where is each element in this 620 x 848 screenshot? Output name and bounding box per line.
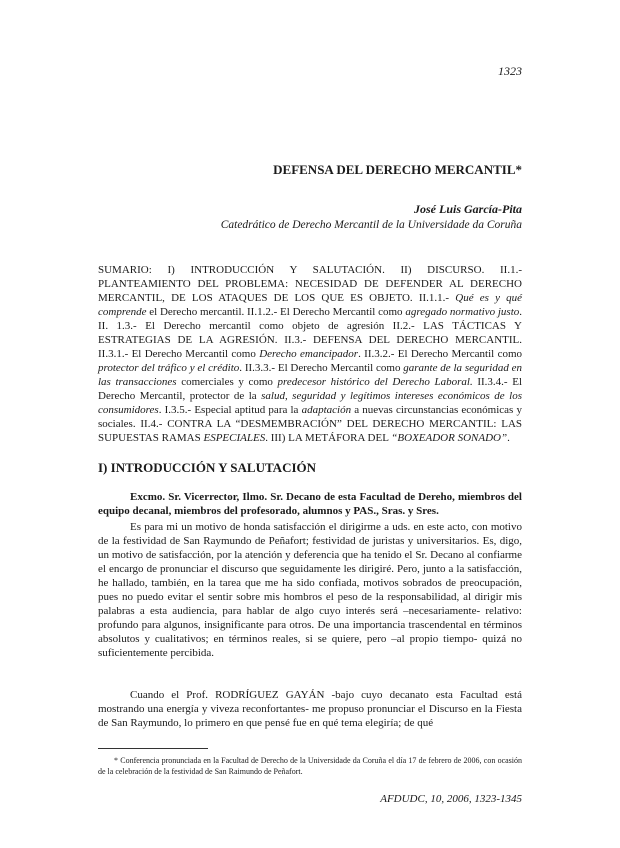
page-number: 1323 <box>498 64 522 78</box>
body-paragraph-2: Cuando el Prof. RODRÍGUEZ GAYÁN -bajo cuyo decanato esta Facultad está mostrando una energía y viveza reconfortantes- me propuso pronunciar el Discurso en la Fiesta de San Raymundo, lo primero en que pensé fue en qué tema elegiría; de qué <box>98 689 522 729</box>
summary-block <box>98 263 522 445</box>
summary-text: . II.3.2.- El Derecho Mercantil como <box>358 348 523 360</box>
footnote: * Conferencia pronunciada en la Facultad de Derecho de la Universidade da Coruña el día 17 de febrero de 2006, con ocasión de la celebración de la festividad de San Raimundo de Peñafort. <box>98 756 522 776</box>
summary-italic: garante de la seguridad en las transacciones <box>98 362 522 388</box>
summary-italic: salud, seguridad y legítimos intereses económicos de los consumidores <box>98 390 522 416</box>
summary-italic: protector del tráfico y el crédito <box>98 362 240 374</box>
summary-italic: adaptación <box>301 404 352 416</box>
greeting-paragraph: Excmo. Sr. Vicerrector, Ilmo. Sr. Decano de esta Facultad de Dereho, miembros del equipo decanal, miembros del profesorado, alumnos y PAS., Sras. y Sres. <box>98 491 522 517</box>
journal-reference: AFDUDC, 10, 2006, 1323-1345 <box>380 793 522 805</box>
summary-italic: Qué es y qué comprende <box>98 292 522 318</box>
summary-text: . II. 1.3.- El Derecho mercantil como objeto de agresión II.2.- LAS TÁCTICAS Y ESTRATEGIAS DE LA AGRESIÓN. II.3.- DEFENSA DEL DERECHO MERCANTIL. II.3.1.- El Derecho Mercantil como <box>98 306 522 360</box>
summary-text: comerciales y como <box>176 376 278 388</box>
section-heading: I) INTRODUCCIÓN Y SALUTACIÓN <box>98 460 317 475</box>
footnote-divider <box>98 748 208 749</box>
summary-italic: agregado normativo justo <box>405 306 520 318</box>
summary-text: II.3.4.- El Derecho Mercantil, protector de la <box>98 376 522 402</box>
article-title: DEFENSA DEL DERECHO MERCANTIL* <box>273 162 522 177</box>
summary-italic: ESPECIALES <box>203 432 266 444</box>
summary-text: a nuevas circunstancias económicas y sociales. II.4.- CONTRA LA “DESMEMBRACIÓN” DEL DERECHO MERCANTIL: LAS SUPUESTAS RAMAS <box>98 404 522 444</box>
summary-text: . III) LA METÁFORA DEL <box>265 432 392 444</box>
summary-text: . II.3.3.- El Derecho Mercantil como <box>239 362 404 374</box>
summary-italic: Derecho emancipador <box>259 348 359 360</box>
summary-text: . <box>507 432 510 444</box>
body-paragraph-1: Es para mi un motivo de honda satisfacción el dirigirme a uds. en este acto, con motivo de la festividad de San Raymundo de Peñafort; festividad de juristas y universitarios. Es, digo, un motivo de satisfacción, por la atención y deferencia que ha tenido el Sr. Decano al confiarme el encargo de pronunciar el discurso que seguidamente les dirigiré. Pero, junto a la satisfacción, he hallado, también, en la tarea que me ha sido confiada, motivos sobrados de preocupación, pues no puedo evitar el sentir sobre mis hombros el peso de la responsabilidad, al dirigir mis palabras a esta audiencia, para hablar de algo cuyo interés será –necesariamente- relativo: profundo para algunos, insignificante para otros. De una importancia trascendental en términos absolutos y cualitativos; en términos reales, si se quiere, pero –al propio tiempo- quizá no suficientemente percibida. <box>98 521 522 659</box>
summary-text: el Derecho mercantil. II.1.2.- El Derecho Mercantil como <box>146 306 406 318</box>
summary-italic: predecesor histórico del Derecho Laboral. <box>277 376 473 388</box>
summary-text: . I.3.5.- Especial aptitud para la <box>158 404 302 416</box>
author-affiliation: Catedrático de Derecho Mercantil de la Universidade da Coruña <box>220 219 522 231</box>
summary-italic: “BOXEADOR SONADO” <box>391 432 508 444</box>
summary-text: SUMARIO: I) INTRODUCCIÓN Y SALUTACIÓN. II) DISCURSO. II.1.- PLANTEAMIENTO DEL PROBLEMA: NECESIDAD DE DEFENDER AL DERECHO MERCANTIL, DE LOS ATAQUES DE LOS QUE ES OBJETO. II.1.1.- <box>98 264 522 304</box>
author-name: José Luis García-Pita <box>414 202 522 216</box>
